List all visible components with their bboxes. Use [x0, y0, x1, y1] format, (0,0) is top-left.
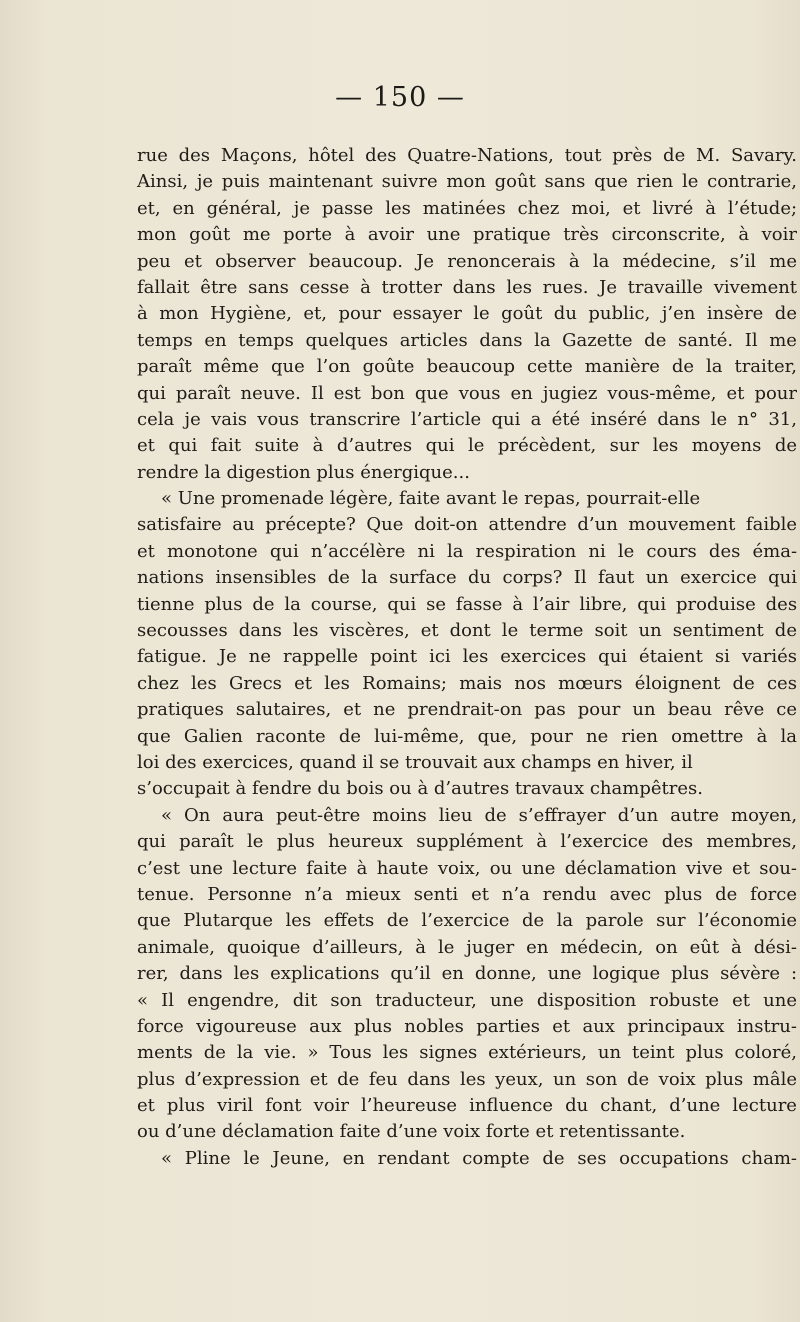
text-line: que Galien raconte de lui-même, que, pour ne rien omettre à la [137, 725, 797, 747]
text-line: rue des Maçons, hôtel des Quatre-Nations, tout près de M. Savary. [137, 145, 798, 166]
text-line: et plus viril font voir l’heureuse influence du chant, d’une lecture [137, 1095, 797, 1117]
text-line: cela je vais vous transcrire l’article qui a été inséré dans le n° 31, [137, 408, 797, 430]
text-line: chez les Grecs et les Romains; mais nos mœurs éloignent de ces [137, 672, 797, 694]
text-line: satisfaire au précepte? Que doit-on attendre d’un mouvement faible [137, 514, 798, 536]
text-line: fatigue. Je ne rappelle point ici les exercices qui étaient si variés [137, 646, 798, 668]
paragraph-start-line: « Pline le Jeune, en rendant compte de ses occupations cham- [161, 1147, 797, 1169]
text-line: loi des exercices, quand il se trouvait aux champs en hiver, il [137, 751, 693, 773]
text-line: à mon Hygiène, et, pour essayer le goût du public, j’en insère de [137, 303, 797, 325]
text-line: que Plutarque les effets de l’exercice de la parole sur l’économie [137, 910, 798, 932]
text-line: et qui fait suite à d’autres qui le précèdent, sur les moyens de [137, 435, 797, 457]
text-line: force vigoureuse aux plus nobles parties et aux principaux instru- [137, 1015, 797, 1037]
text-line: rendre la digestion plus énergique... [137, 461, 470, 483]
body-text [137, 143, 797, 1172]
text-line: rer, dans les explications qu’il en donne, une logique plus sévère : [137, 963, 798, 985]
text-line: temps en temps quelques articles dans la Gazette de santé. Il me [137, 329, 797, 351]
text-line: animale, quoique d’ailleurs, à le juger en médecin, on eût à dési- [137, 936, 797, 958]
text-line: mon goût me porte à avoir une pratique très circonscrite, à voir [137, 224, 798, 246]
text-line: fallait être sans cesse à trotter dans les rues. Je travaille vivement [137, 276, 798, 298]
text-line: et, en général, je passe les matinées chez moi, et livré à l’étude; [137, 197, 798, 219]
page-number-header: — 150 — [335, 82, 465, 113]
text-line: qui paraît le plus heureux supplément à l’exercice des membres, [137, 831, 797, 853]
text-line: ments de la vie. » Tous les signes extérieurs, un teint plus coloré, [137, 1042, 797, 1064]
text-line: c’est une lecture faite à haute voix, ou une déclamation vive et sou- [137, 857, 798, 879]
text-line: secousses dans les viscères, et dont le terme soit un sentiment de [137, 620, 797, 642]
paragraph-start-line: « On aura peut-être moins lieu de s’effrayer d’un autre moyen, [161, 804, 798, 826]
text-line: et monotone qui n’accélère ni la respiration ni le cours des éma- [137, 540, 798, 562]
text-line: nations insensibles de la surface du corps? Il faut un exercice qui [137, 567, 798, 589]
text-line: Ainsi, je puis maintenant suivre mon goût sans que rien le contrarie, [137, 171, 797, 193]
text-line: « Il engendre, dit son traducteur, une disposition robuste et une [137, 989, 798, 1011]
text-line: qui paraît neuve. Il est bon que vous en jugiez vous-même, et pour [137, 382, 797, 404]
paragraph-start-line: « Une promenade légère, faite avant le repas, pourrait-elle [161, 488, 701, 510]
text-line: ou d’une déclamation faite d’une voix forte et retentissante. [137, 1121, 686, 1143]
text-line: peu et observer beaucoup. Je renoncerais à la médecine, s’il me [137, 250, 798, 272]
text-line: paraît même que l’on goûte beaucoup cette manière de la traiter, [137, 356, 798, 378]
text-line: tenue. Personne n’a mieux senti et n’a rendu avec plus de force [137, 883, 798, 905]
text-line: s’occupait à fendre du bois ou à d’autres travaux champêtres. [137, 778, 703, 800]
text-line: tienne plus de la course, qui se fasse à l’air libre, qui produise des [137, 593, 798, 615]
text-line: pratiques salutaires, et ne prendrait-on pas pour un beau rêve ce [137, 699, 798, 721]
text-line: plus d’expression et de feu dans les yeux, un son de voix plus mâle [137, 1068, 798, 1090]
